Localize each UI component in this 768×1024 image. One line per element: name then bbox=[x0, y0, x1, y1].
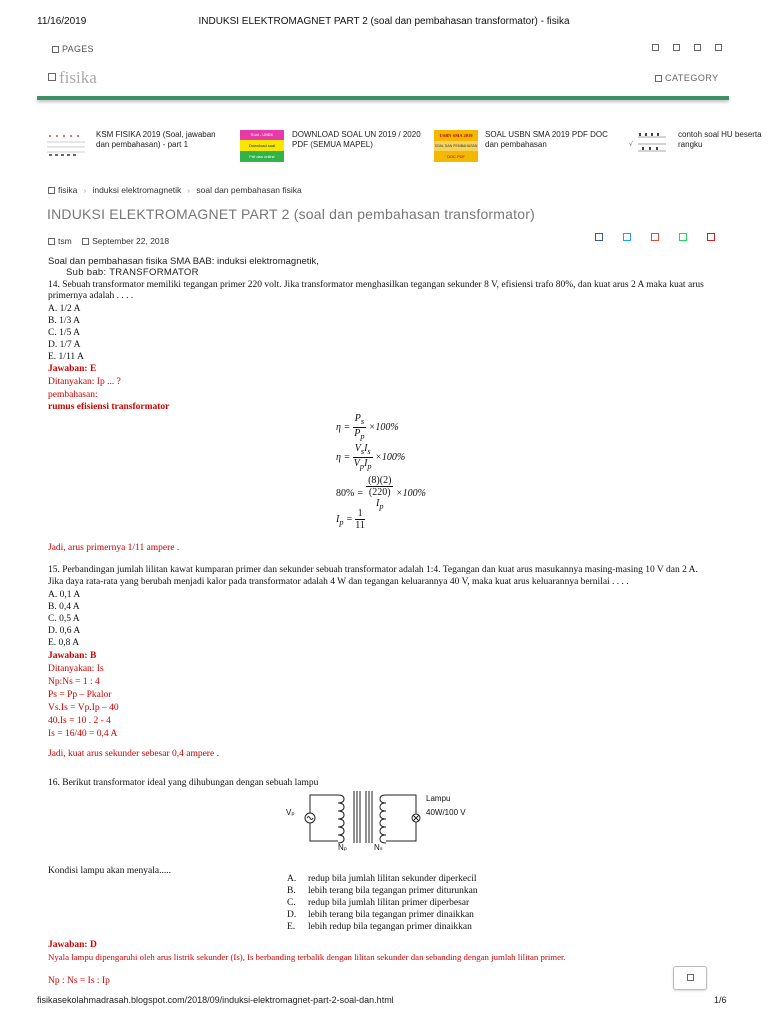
related-thumb-4[interactable] bbox=[628, 130, 670, 162]
related-thumb-3[interactable]: USBN SMA 2019 SOAL DAN PEMBAHASAN DOC PDF bbox=[434, 130, 478, 162]
home-icon bbox=[48, 187, 55, 194]
arrow-up-icon bbox=[687, 974, 694, 981]
q16-option-d-letter: D. bbox=[287, 910, 297, 920]
share-facebook-icon[interactable] bbox=[595, 233, 603, 241]
q14-answer: Jawaban: E bbox=[48, 364, 97, 374]
q16-answer: Jawaban: D bbox=[48, 940, 97, 950]
q14-text-2: primernya adalah . . . . bbox=[48, 291, 134, 301]
search-icon[interactable] bbox=[715, 44, 722, 51]
q14-asked: Ditanyakan: Ip ... ? bbox=[48, 377, 121, 387]
related-title-2[interactable]: DOWNLOAD SOAL UN 2019 / 2020 PDF (SEMUA MAPEL) bbox=[292, 130, 421, 149]
print-title: INDUKSI ELEKTROMAGNET PART 2 (soal dan pembahasan transformator) - fisika bbox=[198, 16, 570, 27]
q16-option-a: redup bila jumlah lilitan sekunder diperkecil bbox=[308, 874, 477, 884]
site-brand[interactable]: fisika bbox=[48, 68, 97, 88]
home-icon bbox=[48, 73, 56, 81]
q14-discussion-label: pembahasan: bbox=[48, 390, 98, 400]
q16-option-c-letter: C. bbox=[287, 898, 296, 908]
q14-option-e: E. 1/11 A bbox=[48, 352, 84, 362]
q14-conclusion: Jadi, arus primernya 1/11 ampere . bbox=[48, 543, 180, 553]
q16-option-e-letter: E. bbox=[287, 922, 296, 932]
breadcrumb-item[interactable]: induksi elektromagnetik bbox=[92, 185, 182, 195]
print-url: fisikasekolahmadrasah.blogspot.com/2018/09/induksi-elektromagnet-part-2-soal-dan.html bbox=[37, 995, 394, 1005]
diagram-label-vp: Vₚ bbox=[286, 808, 295, 817]
breadcrumb-item[interactable]: fisika bbox=[58, 185, 78, 195]
twitter-icon[interactable] bbox=[673, 44, 680, 51]
q14-option-a: A. 1/2 A bbox=[48, 304, 81, 314]
q14-text-1: 14. Sebuah transformator memiliki tegangan primer 220 volt. Jika transformator menghasilkan tegangan sekunder 8 V, efisiensi trafo 80%, dan kuat arus 2 A maka kuat arus bbox=[48, 280, 704, 290]
breadcrumb bbox=[48, 185, 302, 195]
q15-step: Vs.Is = Vp.Ip – 40 bbox=[48, 703, 119, 713]
q16-explanation: Nyala lampu dipengaruhi oleh arus listrik sekunder (Is), Is berbanding terbalik dengan lilitan sekunder dan sebanding dengan jumlah lilitan primer. bbox=[48, 952, 566, 962]
diagram-label-lamp: Lampu bbox=[426, 794, 451, 803]
print-date: 11/16/2019 bbox=[37, 16, 87, 27]
table-thumbnail-icon bbox=[45, 130, 87, 162]
folder-icon bbox=[655, 75, 662, 82]
category-menu[interactable]: CATEGORY bbox=[655, 73, 719, 83]
header-divider bbox=[37, 96, 729, 100]
q15-step: Ps = Pp – Pkalor bbox=[48, 690, 112, 700]
pages-menu[interactable]: PAGES bbox=[52, 44, 94, 54]
formula-thumbnail-icon bbox=[628, 130, 670, 162]
q16-option-d: lebih terang bila tegangan primer dinaikkan bbox=[308, 910, 474, 920]
post-author[interactable]: tsm bbox=[58, 236, 72, 246]
related-title-3[interactable]: SOAL USBN SMA 2019 PDF DOC dan pembahasan bbox=[485, 130, 608, 149]
q16-option-e: lebih redup bila tegangan primer dinaikkan bbox=[308, 922, 472, 932]
q15-answer: Jawaban: B bbox=[48, 651, 97, 661]
back-to-top-button[interactable] bbox=[673, 966, 707, 990]
menu-icon bbox=[52, 46, 59, 53]
print-page-number: 1/6 bbox=[714, 995, 727, 1005]
q16-option-a-letter: A. bbox=[287, 874, 297, 884]
q15-step: Np:Ns = 1 : 4 bbox=[48, 677, 100, 687]
q15-option-e: E. 0,8 A bbox=[48, 638, 80, 648]
q14-option-b: B. 1/3 A bbox=[48, 316, 80, 326]
diagram-label-ns: Nₛ bbox=[374, 843, 383, 851]
clock-icon bbox=[82, 238, 89, 245]
q15-option-d: D. 0,6 A bbox=[48, 626, 81, 636]
related-title-4[interactable]: contoh soal HU beserta rangku bbox=[678, 130, 762, 149]
q15-text-2: Jika daya rata-rata yang berubah menjadi kalor pada transformator adalah 4 W dan tegangan keluarannya 40 V, maka kuat arus keluarannya bernilai . . . . bbox=[48, 577, 629, 587]
related-title-1[interactable]: KSM FISIKA 2019 (Soal, jawaban dan pembahasan) - part 1 bbox=[96, 130, 216, 149]
q15-conclusion: Jadi, kuat arus sekunder sebesar 0,4 ampere . bbox=[48, 749, 219, 759]
q15-text-1: 15. Perbandingan jumlah lilitan kawat kumparan primer dan sekunder sebuah transformator adalah 1:4. Tegangan dan kuat arus masukannya masing-masing 10 V dan 2 A. bbox=[48, 565, 698, 575]
share-google-icon[interactable] bbox=[651, 233, 659, 241]
intro-line-1: Soal dan pembahasan fisika SMA BAB: induksi elektromagnetik, bbox=[48, 256, 319, 267]
share-twitter-icon[interactable] bbox=[623, 233, 631, 241]
user-icon bbox=[48, 238, 55, 245]
post-meta bbox=[48, 236, 169, 246]
diagram-label-rating: 40W/100 V bbox=[426, 808, 466, 817]
related-thumb-2[interactable]: Soal - UNBK Download soal Pdf dan online bbox=[240, 130, 284, 162]
transformer-diagram bbox=[280, 785, 500, 851]
q15-step: Is = 16/40 = 0,4 A bbox=[48, 729, 118, 739]
q14-option-d: D. 1/7 A bbox=[48, 340, 81, 350]
q15-option-c: C. 0,5 A bbox=[48, 614, 80, 624]
q16-option-b: lebih terang bila tegangan primer diturunkan bbox=[308, 886, 478, 896]
post-date: September 22, 2018 bbox=[92, 236, 170, 246]
diagram-label-np: Nₚ bbox=[338, 843, 348, 851]
q15-option-a: A. 0,1 A bbox=[48, 590, 81, 600]
svg-text:√: √ bbox=[629, 141, 633, 148]
facebook-icon[interactable] bbox=[652, 44, 659, 51]
q16-text: 16. Berikut transformator ideal yang dihubungan dengan sebuah lampu bbox=[48, 778, 319, 788]
related-thumb-1[interactable] bbox=[45, 130, 87, 162]
q15-option-b: B. 0,4 A bbox=[48, 602, 80, 612]
equation-efficiency-vi: η = $\frac{V_sI_s}{V_pI_p}$ ×100% bbox=[336, 443, 406, 471]
q15-step: Ditanyakan: Is bbox=[48, 664, 104, 674]
q14-formula-title: rumus efisiensi transformator bbox=[48, 402, 170, 412]
q16-option-c: redup bila jumlah lilitan primer diperbesar bbox=[308, 898, 470, 908]
post-title: INDUKSI ELEKTROMAGNET PART 2 (soal dan pembahasan transformator) bbox=[47, 206, 535, 222]
q15-step: 40.Is = 10 . 2 - 4 bbox=[48, 716, 111, 726]
share-pinterest-icon[interactable] bbox=[707, 233, 715, 241]
transformer-circuit-figure bbox=[280, 785, 500, 851]
q14-option-c: C. 1/5 A bbox=[48, 328, 80, 338]
equation-substitution: 80% = (8)(2) (220) $I_p$ ×100% bbox=[336, 475, 426, 511]
chevron-right-icon: › bbox=[187, 188, 191, 195]
instagram-icon[interactable] bbox=[694, 44, 701, 51]
breadcrumb-item[interactable]: soal dan pembahasan fisika bbox=[196, 185, 302, 195]
share-whatsapp-icon[interactable] bbox=[679, 233, 687, 241]
chevron-right-icon: › bbox=[83, 188, 87, 195]
equation-efficiency: η = $\frac{P_s}{P_p}$ ×100% bbox=[336, 413, 399, 441]
equation-result: $I_p$ = $\frac{1}{11}$ bbox=[336, 508, 365, 531]
q16-option-b-letter: B. bbox=[287, 886, 296, 896]
intro-line-2: Sub bab: TRANSFORMATOR bbox=[66, 267, 199, 278]
q16-prompt: Kondisi lampu akan menyala..... bbox=[48, 866, 171, 876]
q16-ratio: Np : Ns = Is : Ip bbox=[48, 976, 110, 986]
